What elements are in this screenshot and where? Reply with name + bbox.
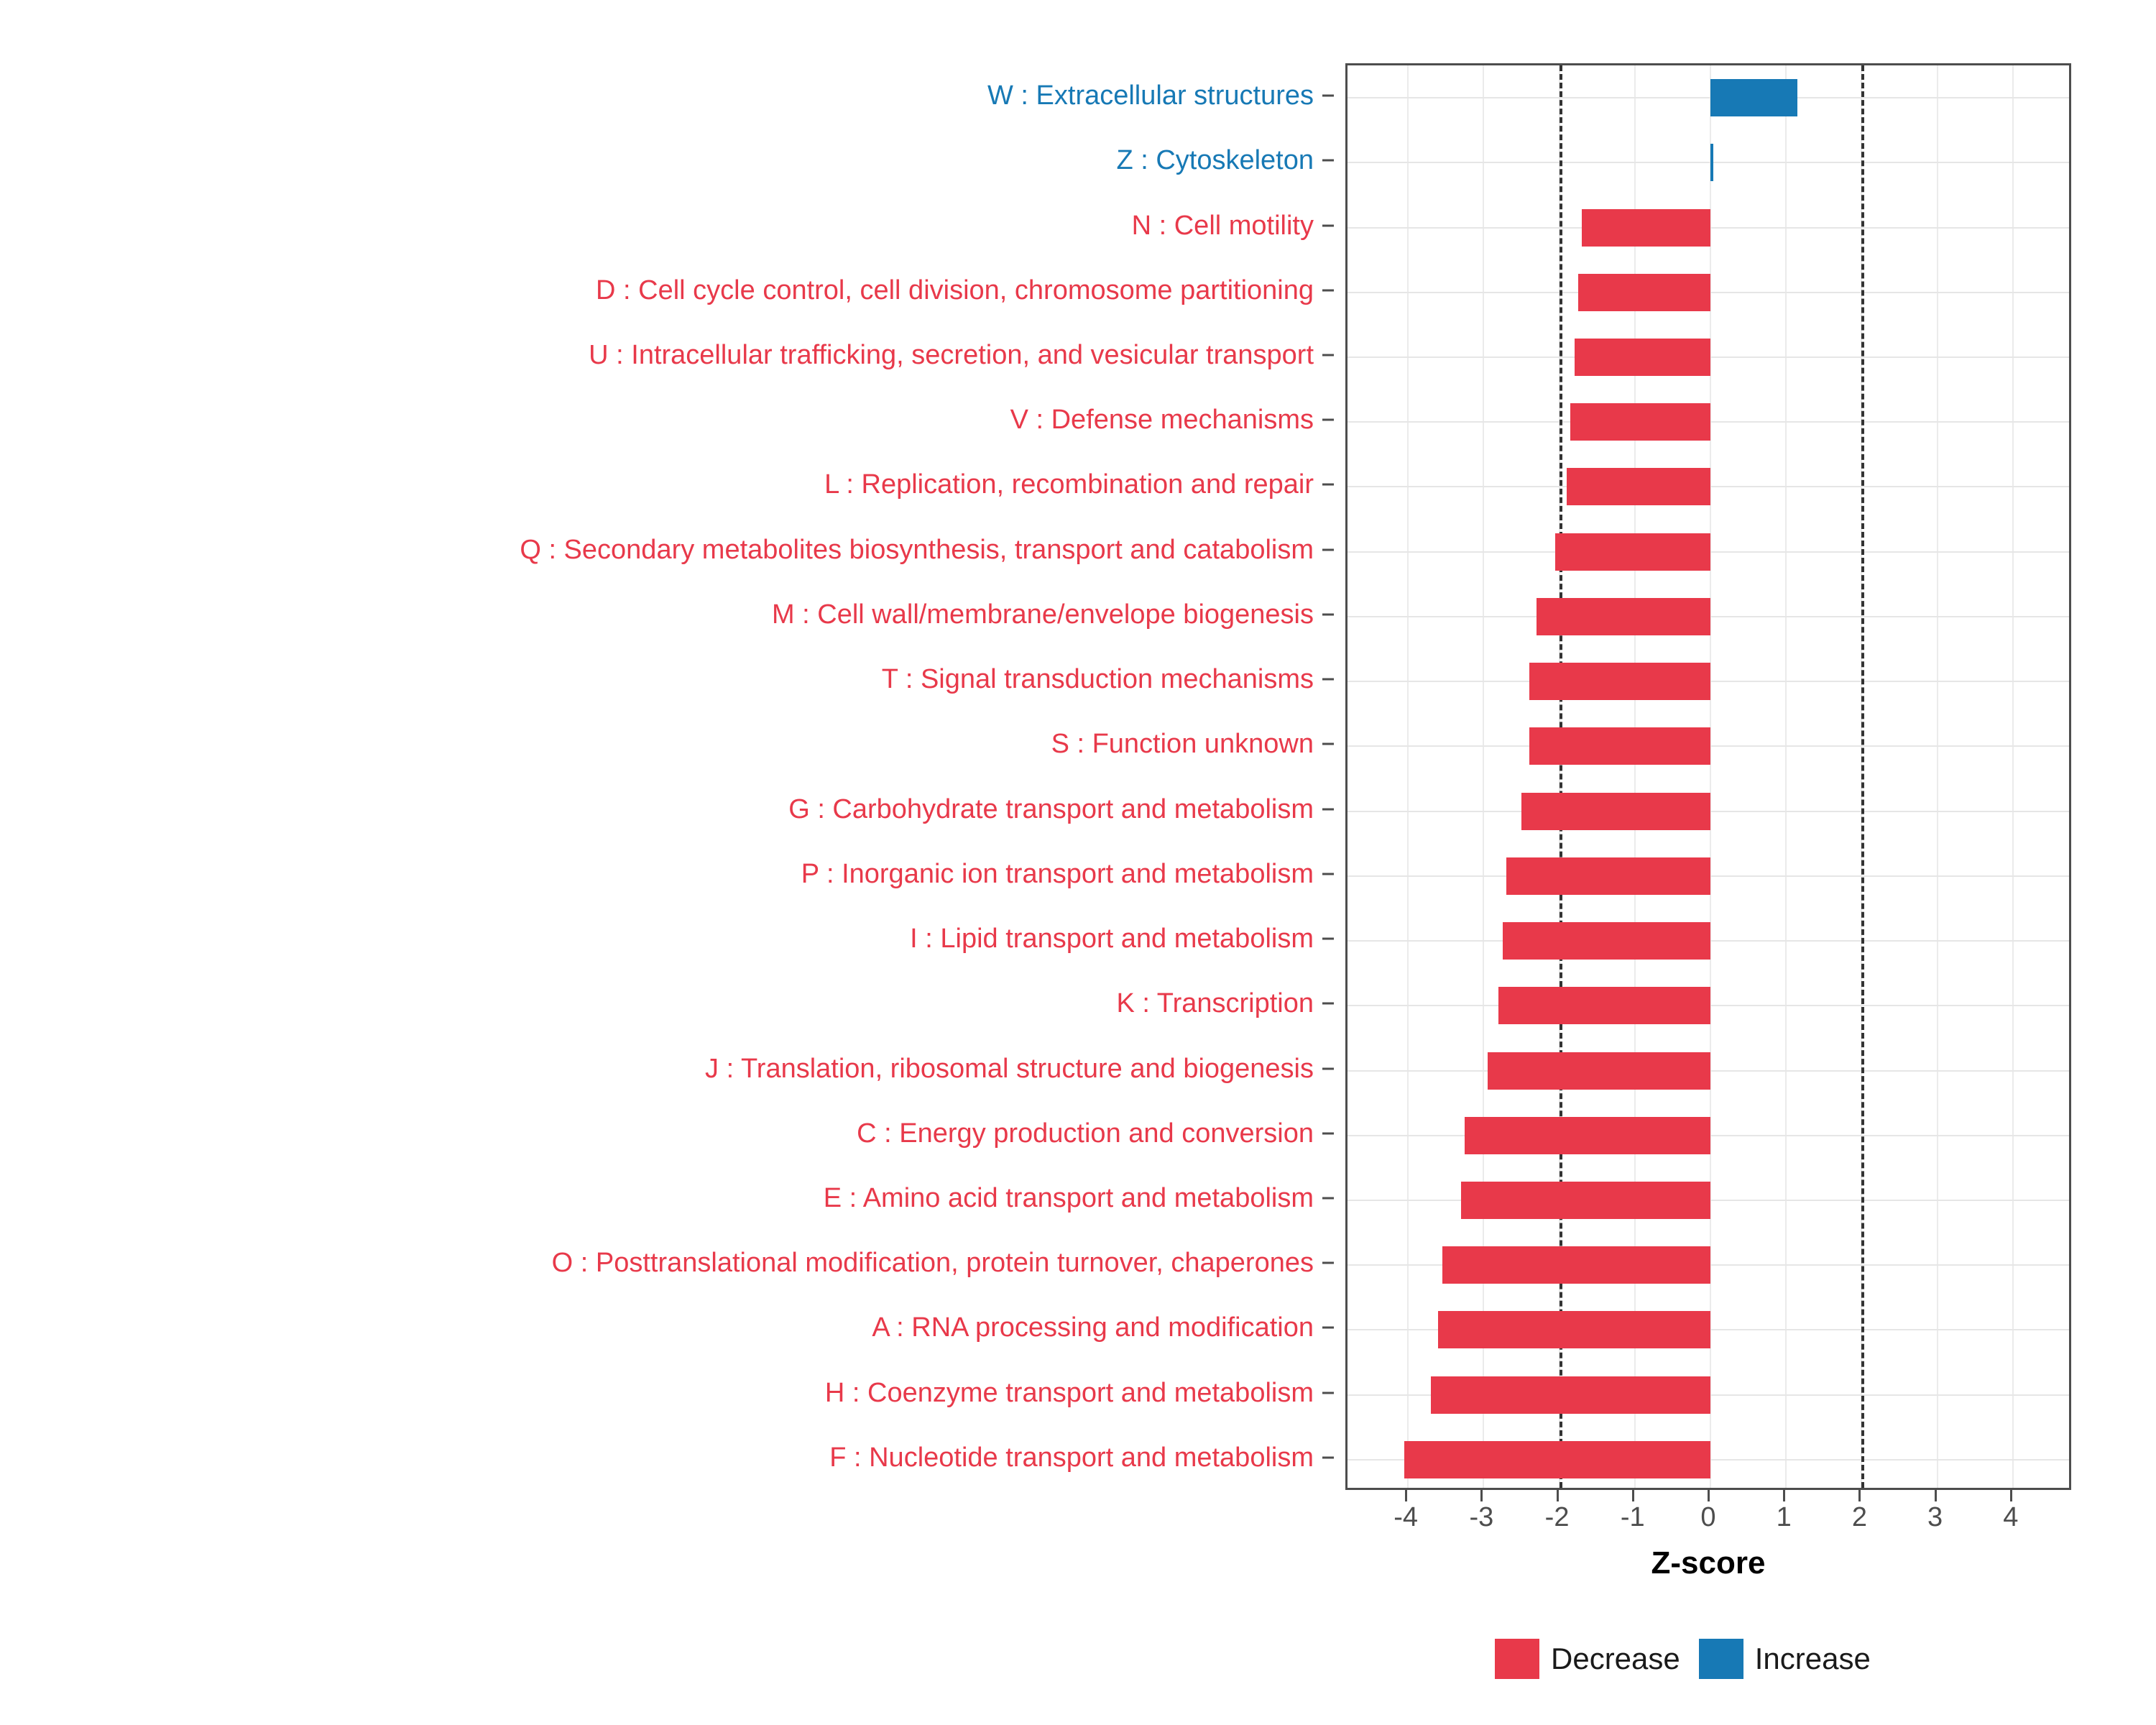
y-axis-tick	[1322, 1132, 1334, 1134]
y-axis-label: J : Translation, ribosomal structure and biogenesis	[705, 1053, 1314, 1084]
y-axis-label: Z : Cytoskeleton	[1116, 145, 1314, 176]
x-axis-tick-label: -2	[1544, 1502, 1570, 1532]
y-axis-label: E : Amino acid transport and metabolism	[823, 1182, 1314, 1213]
bar	[1465, 1117, 1710, 1154]
bar	[1578, 274, 1710, 311]
bar	[1461, 1182, 1710, 1219]
bar	[1529, 727, 1711, 765]
y-axis-tick	[1322, 419, 1334, 421]
bar	[1567, 468, 1710, 505]
x-axis-tick	[2010, 1490, 2012, 1501]
legend-item-increase	[1699, 1639, 1871, 1679]
y-axis-label: P : Inorganic ion transport and metabolism	[801, 858, 1314, 889]
y-axis-tick	[1322, 743, 1334, 745]
bar	[1555, 533, 1710, 571]
y-axis-label: W : Extracellular structures	[987, 80, 1314, 111]
legend-label-increase: Increase	[1754, 1642, 1871, 1675]
x-gridline	[1785, 65, 1787, 1488]
y-axis-tick	[1322, 1197, 1334, 1199]
x-axis-tick	[1935, 1490, 1937, 1501]
bar	[1506, 857, 1710, 895]
bar	[1521, 793, 1710, 830]
bar	[1404, 1441, 1710, 1478]
y-gridline	[1348, 97, 2069, 98]
y-axis-label: V : Defense mechanisms	[1010, 405, 1314, 436]
x-axis-tick	[1783, 1490, 1785, 1501]
y-axis-label: T : Signal transduction mechanisms	[881, 664, 1314, 695]
y-axis-tick	[1322, 613, 1334, 615]
x-axis-tick-label: 4	[2003, 1502, 2019, 1532]
y-axis-tick	[1322, 873, 1334, 875]
y-axis-label: K : Transcription	[1116, 988, 1314, 1019]
y-axis-tick	[1322, 224, 1334, 226]
plot-panel	[1345, 63, 2071, 1490]
y-axis-category-labels	[0, 63, 1334, 1490]
bar	[1710, 79, 1797, 116]
legend	[1495, 1639, 1871, 1679]
x-axis-tick-label: 1	[1776, 1502, 1792, 1532]
y-gridline	[1348, 162, 2069, 163]
bar	[1570, 403, 1710, 441]
x-axis-tick	[1858, 1490, 1861, 1501]
y-axis-label: N : Cell motility	[1131, 210, 1314, 241]
y-axis-tick	[1322, 678, 1334, 681]
y-axis-label: I : Lipid transport and metabolism	[910, 924, 1314, 954]
y-axis-tick	[1322, 938, 1334, 940]
x-axis-tick-label: -4	[1393, 1502, 1419, 1532]
x-gridline	[1407, 65, 1409, 1488]
y-axis-tick	[1322, 1003, 1334, 1005]
y-axis-label: D : Cell cycle control, cell division, chromosome partitioning	[596, 275, 1314, 305]
bar	[1575, 339, 1710, 376]
y-axis-label: O : Posttranslational modification, protein turnover, chaperones	[551, 1248, 1314, 1279]
y-axis-label: M : Cell wall/membrane/envelope biogenesis	[771, 599, 1314, 630]
bar	[1710, 144, 1713, 181]
y-axis-label: F : Nucleotide transport and metabolism	[829, 1442, 1314, 1473]
legend-label-decrease: Decrease	[1551, 1642, 1680, 1675]
y-axis-tick	[1322, 354, 1334, 356]
x-axis-tick-label: 3	[1927, 1502, 1943, 1532]
bar	[1442, 1246, 1710, 1284]
x-gridline	[2012, 65, 2014, 1488]
y-axis-label: H : Coenzyme transport and metabolism	[824, 1377, 1314, 1408]
bar	[1582, 209, 1710, 247]
bar	[1488, 1052, 1710, 1090]
x-gridline	[1937, 65, 1938, 1488]
x-axis-tick	[1632, 1490, 1634, 1501]
y-axis-label: S : Function unknown	[1051, 729, 1314, 760]
y-axis-tick	[1322, 1067, 1334, 1070]
y-axis-label: U : Intracellular trafficking, secretion, and vesicular transport	[589, 340, 1314, 371]
x-axis-tick	[1480, 1490, 1483, 1501]
legend-swatch-increase-icon	[1699, 1639, 1743, 1679]
y-axis-tick	[1322, 1262, 1334, 1264]
bar	[1438, 1311, 1710, 1348]
y-axis-label: L : Replication, recombination and repair	[824, 469, 1314, 500]
bar	[1529, 663, 1711, 700]
y-axis-tick	[1322, 1392, 1334, 1394]
y-axis-tick	[1322, 808, 1334, 810]
x-axis-title: Z-score	[1651, 1545, 1766, 1581]
y-axis-tick	[1322, 95, 1334, 97]
y-axis-label: C : Energy production and conversion	[857, 1118, 1314, 1149]
legend-item-decrease	[1495, 1639, 1680, 1679]
x-axis-tick	[1708, 1490, 1710, 1501]
threshold-line	[1861, 65, 1864, 1488]
x-axis-tick-label: -1	[1620, 1502, 1645, 1532]
y-axis-label: A : RNA processing and modification	[872, 1312, 1314, 1343]
x-axis-tick-label: 2	[1851, 1502, 1867, 1532]
legend-swatch-decrease-icon	[1495, 1639, 1539, 1679]
x-axis-tick-label: 0	[1700, 1502, 1716, 1532]
x-axis-tick	[1405, 1490, 1407, 1501]
plot-inner	[1348, 65, 2069, 1488]
bar	[1503, 922, 1710, 960]
y-axis-label: G : Carbohydrate transport and metabolism	[788, 794, 1314, 824]
y-axis-label: Q : Secondary metabolites biosynthesis, transport and catabolism	[520, 534, 1314, 565]
y-axis-tick	[1322, 1327, 1334, 1329]
y-axis-tick	[1322, 160, 1334, 162]
y-axis-tick	[1322, 289, 1334, 291]
bar	[1498, 987, 1710, 1024]
bar	[1537, 598, 1710, 635]
y-axis-tick	[1322, 548, 1334, 551]
y-axis-tick	[1322, 484, 1334, 486]
y-axis-tick	[1322, 1456, 1334, 1458]
x-axis-tick-label: -3	[1469, 1502, 1494, 1532]
bar	[1431, 1376, 1710, 1414]
x-axis-tick	[1557, 1490, 1559, 1501]
